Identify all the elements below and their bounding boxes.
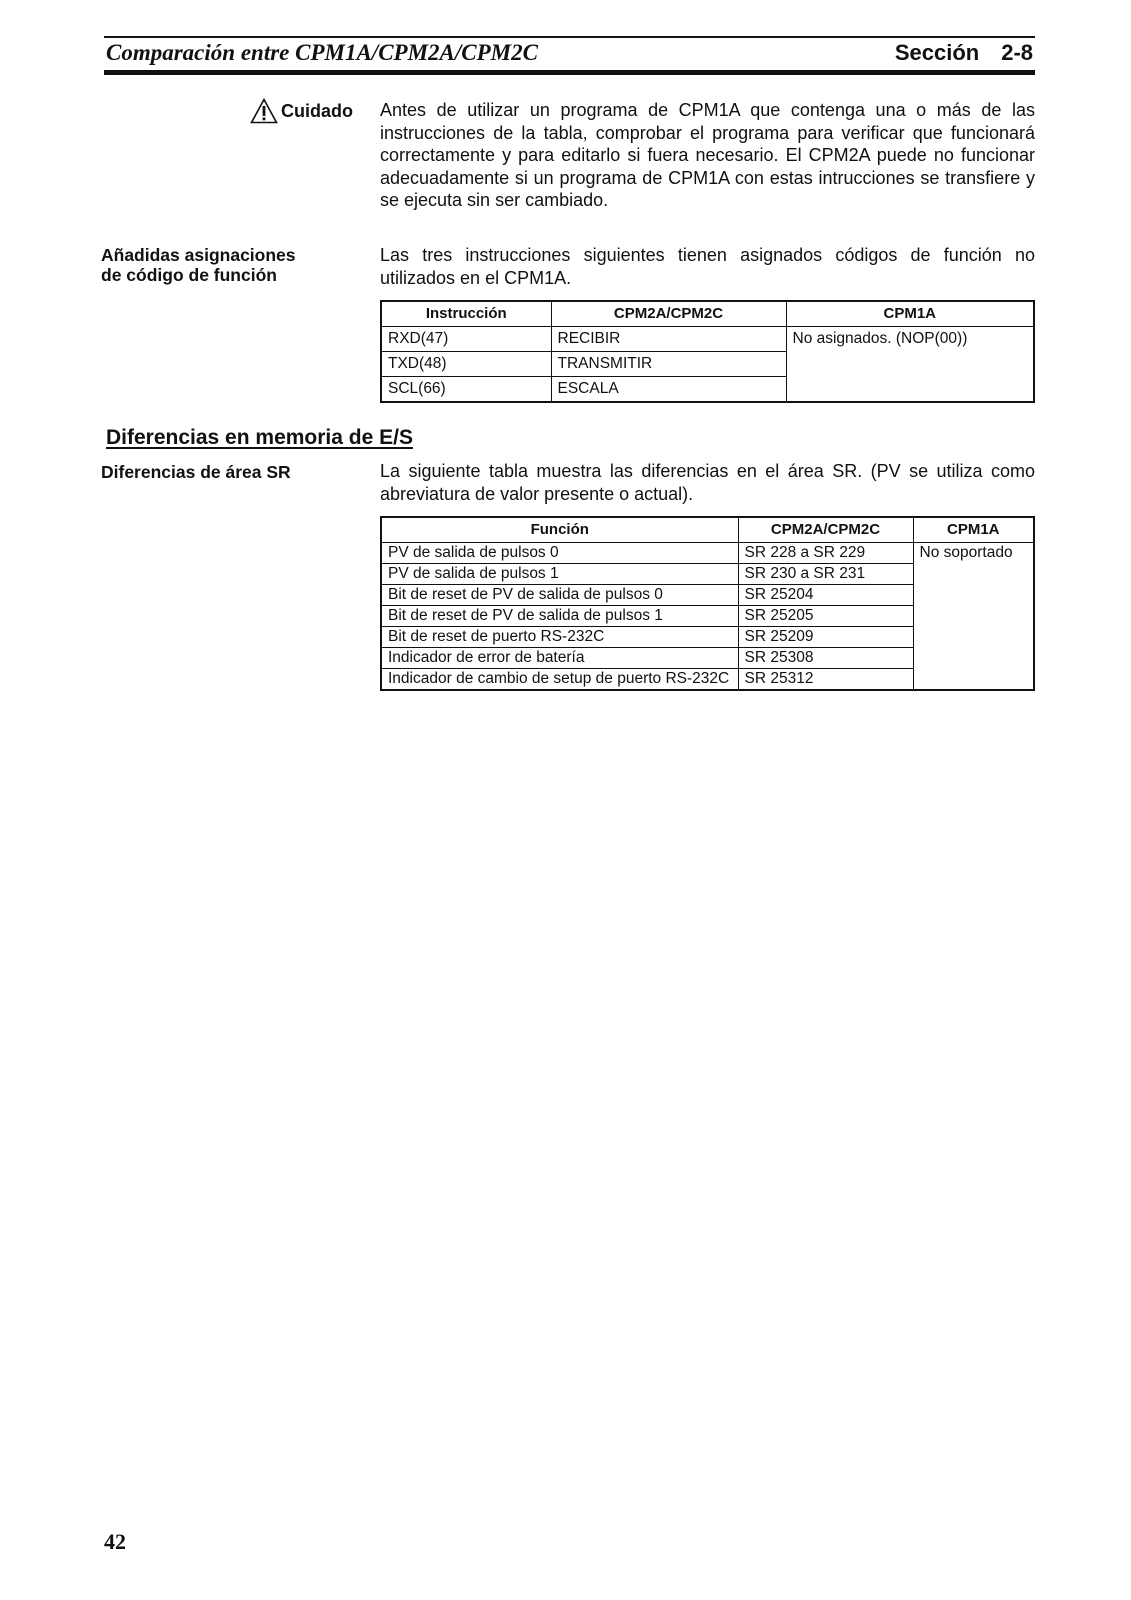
table-cell: Bit de reset de PV de salida de pulsos 1 (381, 606, 738, 627)
section-number: 2-8 (1001, 40, 1033, 65)
added-codes-text: Las tres instrucciones siguientes tienen asignados códigos de función no utilizados en el CPM1A. (380, 245, 1035, 288)
table-cell: SR 228 a SR 229 (738, 543, 913, 564)
table-cell: SR 25312 (738, 669, 913, 691)
table-cell: SR 25204 (738, 585, 913, 606)
page-number: 42 (104, 1529, 126, 1554)
sr-area-heading: Diferencias de área SR (101, 462, 291, 482)
section-title: Diferencias en memoria de E/S (106, 426, 413, 449)
table-cell: Bit de reset de puerto RS-232C (381, 627, 738, 648)
table-header-row (381, 301, 1034, 327)
table-row (381, 543, 1034, 564)
sr-area-text: La siguiente tabla muestra las diferencias en el área SR. (PV se utiliza como abreviatura de valor presente o actual). (380, 461, 1035, 504)
column-header-cpm2a: CPM2A/CPM2C (551, 301, 786, 327)
section-indicator (895, 40, 1033, 66)
table-cell: SR 25209 (738, 627, 913, 648)
table-cell: RXD(47) (381, 327, 551, 352)
table-cell: RECIBIR (551, 327, 786, 352)
instruction-table (380, 300, 1035, 403)
added-codes-heading-line2: de código de función (101, 265, 277, 285)
table-cell: Indicador de cambio de setup de puerto RS-232C (381, 669, 738, 691)
added-codes-heading (101, 245, 341, 285)
table-row (381, 327, 1034, 352)
table-cell: TXD(48) (381, 352, 551, 377)
table-cell: ESCALA (551, 377, 786, 403)
table-cell: Bit de reset de PV de salida de pulsos 0 (381, 585, 738, 606)
column-header-cpm2a: CPM2A/CPM2C (738, 517, 913, 543)
table-cell: Indicador de error de batería (381, 648, 738, 669)
table-cell: SCL(66) (381, 377, 551, 403)
table-cell: SR 230 a SR 231 (738, 564, 913, 585)
table-cell: PV de salida de pulsos 1 (381, 564, 738, 585)
column-header-cpm1a: CPM1A (786, 301, 1034, 327)
table-header-row (381, 517, 1034, 543)
page-header-title: Comparación entre CPM1A/CPM2A/CPM2C (106, 40, 538, 65)
caution-text: Antes de utilizar un programa de CPM1A que contenga una o más de las instrucciones de la tabla, comprobar el programa para verificar que funcionará correctamente y para editarlo si fuera necesario. El CPM2A puede no funcionar adecuadamente si un programa de CPM1A con estas intrucciones se transfiere y se ejecuta sin ser cambiado. (380, 100, 1035, 210)
cpm1a-merged-cell: No asignados. (NOP(00)) (786, 327, 1034, 403)
added-codes-heading-line1: Añadidas asignaciones (101, 245, 296, 265)
warning-triangle-icon (250, 98, 278, 124)
header-bottom-rule (104, 70, 1035, 75)
caution-label-text: Cuidado (281, 100, 353, 121)
caution-label (250, 98, 353, 124)
section-label: Sección (894, 40, 980, 65)
header-top-rule (104, 36, 1035, 38)
table-cell: SR 25308 (738, 648, 913, 669)
table-cell: TRANSMITIR (551, 352, 786, 377)
table-cell: PV de salida de pulsos 0 (381, 543, 738, 564)
column-header-instruction: Instrucción (381, 301, 551, 327)
column-header-function: Función (381, 517, 738, 543)
column-header-cpm1a: CPM1A (913, 517, 1034, 543)
cpm1a-merged-cell: No soportado (913, 543, 1034, 691)
sr-area-table (380, 516, 1035, 691)
table-cell: SR 25205 (738, 606, 913, 627)
